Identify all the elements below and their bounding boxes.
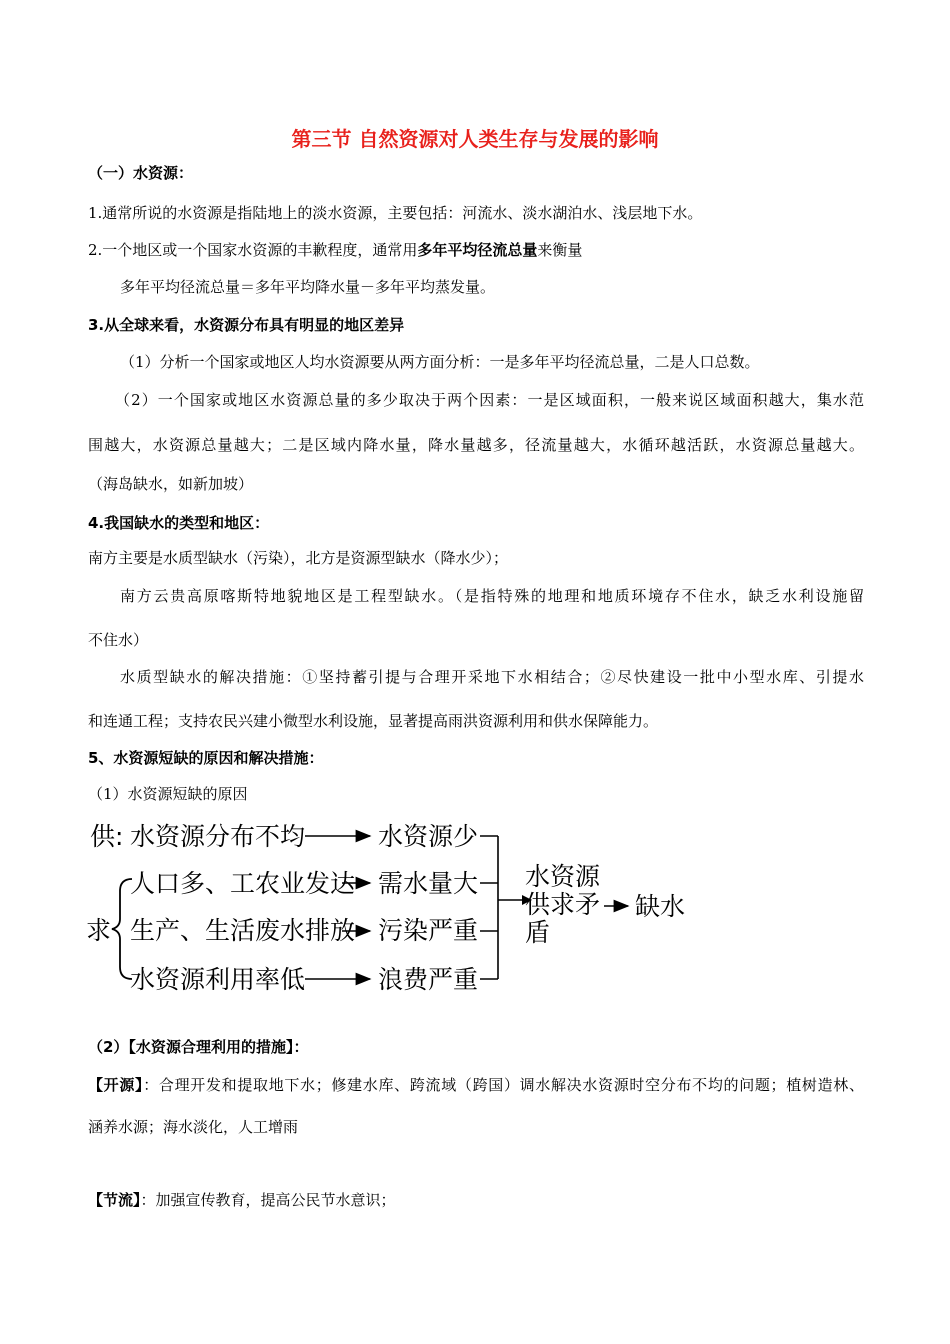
- demand-cause-2: 生产、生活废水排放: [130, 916, 356, 945]
- paragraph-4-item-3-line-2: 和连通工程；支持农民兴建小微型水利设施，显著提高雨洪资源利用和供水保障能力。: [88, 712, 659, 730]
- supply-cause: 水资源分布不均: [130, 822, 306, 851]
- supply-effect: 水资源少: [378, 822, 479, 851]
- paragraph-4-item-2-line-2: 不住水）: [88, 631, 149, 649]
- open-source-label: 【开源】: [88, 1076, 144, 1094]
- open-source-text: ：合理开发和提取地下水；修建水库、跨流域（跨国）调水解决水资源时空分布不均的问题；植树造林、: [143, 1076, 864, 1094]
- collector-lines: [480, 836, 522, 979]
- paragraph-5-heading: 5、水资源短缺的原因和解决措施：: [88, 749, 324, 767]
- demand-effect-3: 浪费严重: [378, 965, 479, 994]
- paragraph-2: [88, 240, 582, 260]
- paragraph-2-pre: 2.一个地区或一个国家水资源的丰歉程度，通常用: [88, 241, 418, 259]
- water-shortage-cause-diagram: [80, 815, 720, 1000]
- demand-effect-2: 污染严重: [378, 916, 479, 945]
- measures-heading: （2）【水资源合理利用的措施】：: [88, 1038, 309, 1056]
- runoff-formula: 多年平均径流总量＝多年平均降水量－多年平均蒸发量。: [120, 278, 496, 296]
- paragraph-2-bold-term: 多年平均径流总量: [417, 241, 538, 259]
- conflict-line-1: 水资源: [525, 862, 601, 891]
- save-water-label: 【节流】: [88, 1191, 141, 1209]
- demand-label: 求: [86, 916, 112, 945]
- paragraph-3-item-2-line-2: 围越大，水资源总量越大；二是区域内降水量，降水量越多，径流量越大，水循环越活跃，水资源总量越大。: [88, 436, 864, 454]
- demand-cause-3: 水资源利用率低: [130, 965, 306, 994]
- conflict-line-3: 盾: [525, 918, 551, 947]
- conflict-line-2: 供求矛: [525, 890, 601, 919]
- result-label: 缺水: [635, 892, 686, 921]
- island-note: （海岛缺水，如新加坡）: [88, 475, 254, 493]
- demand-effect-1: 需水量大: [378, 869, 479, 898]
- paragraph-4-heading: 4.我国缺水的类型和地区：: [88, 514, 270, 532]
- paragraph-3-heading: 3.从全球来看，水资源分布具有明显的地区差异: [88, 316, 405, 334]
- save-water-line: [88, 1190, 396, 1210]
- open-source-line-2: 涵养水源；海水淡化，人工增雨: [88, 1118, 299, 1136]
- demand-brace: [112, 879, 132, 979]
- paragraph-2-post: 来衡量: [537, 241, 583, 259]
- paragraph-4-item-3-line-1: 水质型缺水的解决措施：①坚持蓄引提与合理开采地下水相结合；②尽快建设一批中小型水库、引提水: [120, 668, 864, 686]
- paragraph-3-item-2-line-1: （2）一个国家或地区水资源总量的多少取决于两个因素：一是区域面积，一般来说区域面积越大，集水范: [115, 391, 864, 409]
- paragraph-1: 1.通常所说的水资源是指陆地上的淡水资源，主要包括：河流水、淡水湖泊水、浅层地下水。: [88, 204, 703, 222]
- open-source-line-1: [88, 1075, 864, 1095]
- save-water-text: ：加强宣传教育，提高公民节水意识；: [140, 1191, 396, 1209]
- paragraph-4-item-1: 南方主要是水质型缺水（污染），北方是资源型缺水（降水少）；: [88, 549, 509, 567]
- paragraph-3-item-1: （1）分析一个国家或地区人均水资源要从两方面分析：一是多年平均径流总量，二是人口总数。: [120, 353, 760, 371]
- demand-cause-1: 人口多、工农业发达: [130, 869, 356, 898]
- section-heading-water-resources: （一）水资源：: [88, 164, 194, 182]
- page-title: 第三节 自然资源对人类生存与发展的影响: [291, 127, 659, 151]
- supply-label: 供:: [90, 822, 124, 851]
- paragraph-5-subheading: （1）水资源短缺的原因: [88, 785, 248, 803]
- paragraph-4-item-2-line-1: 南方云贵高原喀斯特地貌地区是工程型缺水。（是指特殊的地理和地质环境存不住水，缺乏水利设施留: [120, 587, 864, 605]
